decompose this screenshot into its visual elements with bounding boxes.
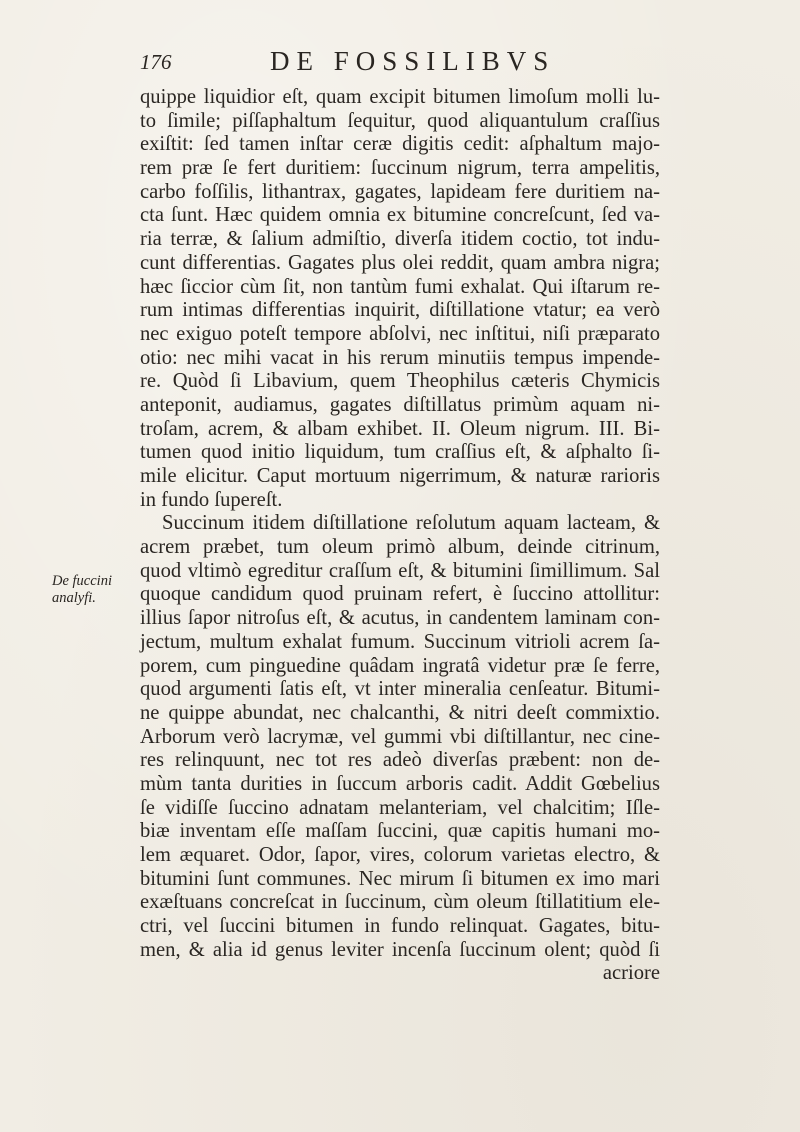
text-line: rem præ ſe fert duritiem: ſuccinum nigrum, terra ampelitis, [140,157,660,180]
text-line: quippe liquidior eſt, quam excipit bitumen limoſum molli lu- [140,86,660,108]
text-line: illius ſapor nitroſus eſt, & acutus, in candentem laminam con- [140,607,660,630]
body-text [140,86,660,986]
text-line: acrem præbet, tum oleum primò album, deinde citrinum, [140,536,660,559]
text-line: quod argumenti ſatis eſt, vt inter mineralia cenſeatur. Bitumi- [140,678,660,701]
page-number: 176 [140,50,172,74]
margin-note-line: analyfi. [52,590,96,606]
catchword: acriore [602,962,660,985]
text-line: nec exiguo poteſt tempore abſolvi, nec inſtitui, niſi præparato [140,322,660,345]
text-line: res relinquunt, nec tot res adeò diverſas præbent: non de- [140,749,660,772]
text-line: Arborum verò lacrymæ, vel gummi vbi diſtillantur, nec cine- [140,725,660,748]
text-line: in fundo ſupereſt. [140,488,283,511]
page-header [140,46,660,80]
text-line: mile elicitur. Caput mortuum nigerrimum, & naturæ rarioris [140,465,660,487]
text-line: ſe vidiſſe ſuccino adnatam melanteriam, vel chalcitim; Iſle- [140,796,660,819]
text-line: men, & alia id genus leviter incenſa ſuccinum olent; quòd ſi [140,938,660,961]
text-line: carbo foſſilis, lithantrax, gagates, lapideam fere duritiem na- [140,180,660,203]
text-line: ctri, vel ſuccini bitumen in fundo relinquat. Gagates, bitu- [140,915,660,938]
text-line: re. Quòd ſi Libavium, quem Theophilus cæteris Chymicis [140,370,660,393]
text-line: ria terræ, & ſalium admiſtio, diverſa itidem coctio, tot indu- [140,228,660,251]
text-line: rum intimas differentias inquirit, diſtillatione vtatur; ea verò [140,299,660,322]
text-line: mùm tanta durities in ſuccum arboris cadit. Addit Gœbelius [140,772,660,795]
text-line: hæc ſiccior cùm ſit, non tantùm fumi exhalat. Qui iſtarum re- [140,275,660,298]
text-line: quod vltimò egreditur craſſum eſt, & bitumini ſimillimum. Sal [140,559,660,582]
text-line: cta ſunt. Hæc quidem omnia ex bitumine concreſcunt, ſed va- [140,204,660,227]
text-line: cunt differentias. Gagates plus olei reddit, quam ambra nigra; [140,251,660,274]
text-line: ne quippe abundat, nec chalcanthi, & nitri deeſt commixtio. [140,701,660,724]
text-line: biæ inventam eſſe maſſam ſuccini, quæ capitis humani mo- [140,820,660,843]
text-line: lem æquaret. Odor, ſapor, vires, colorum varietas electro, & [140,844,660,866]
text-line: porem, cum pinguedine quâdam ingratâ videtur præ ſe ferre, [140,654,660,677]
margin-note-line: De fuccini [52,573,112,589]
text-line: exæſtuans concreſcat in ſuccinum, cùm oleum ſtillatitium ele- [140,891,660,914]
text-line: tumen quod initio liquidum, tum craſſius eſt, & aſphalto ſi- [140,441,660,464]
text-line: quoque candidum quod pruinam refert, è ſuccino attollitur: [140,583,660,606]
text-line: otio: nec mihi vacat in his rerum minutiis tempus impende- [140,346,660,369]
text-line: exiſtit: ſed tamen inſtar ceræ digitis cedit: aſphaltum majo- [140,133,660,156]
running-title: DE FOSSILIBVS [270,46,556,76]
text-line: troſam, acrem, & albam exhibet. II. Oleum nigrum. III. Bi- [140,417,660,440]
text-line: anteponit, audiamus, gagates diſtillatus primùm aquam ni- [140,393,660,416]
margin-note [52,573,134,607]
paragraph-start-line: Succinum itidem diſtillatione reſolutum aquam lacteam, & [162,512,660,535]
text-line: jectum, multum exhalat fumum. Succinum vitrioli acrem ſa- [140,630,660,653]
text-line: to ſimile; piſſaphaltum ſequitur, quod aliquantulum craſſius [140,109,660,132]
text-line: bitumini ſunt communes. Nec mirum ſi bitumen ex imo mari [140,867,660,890]
